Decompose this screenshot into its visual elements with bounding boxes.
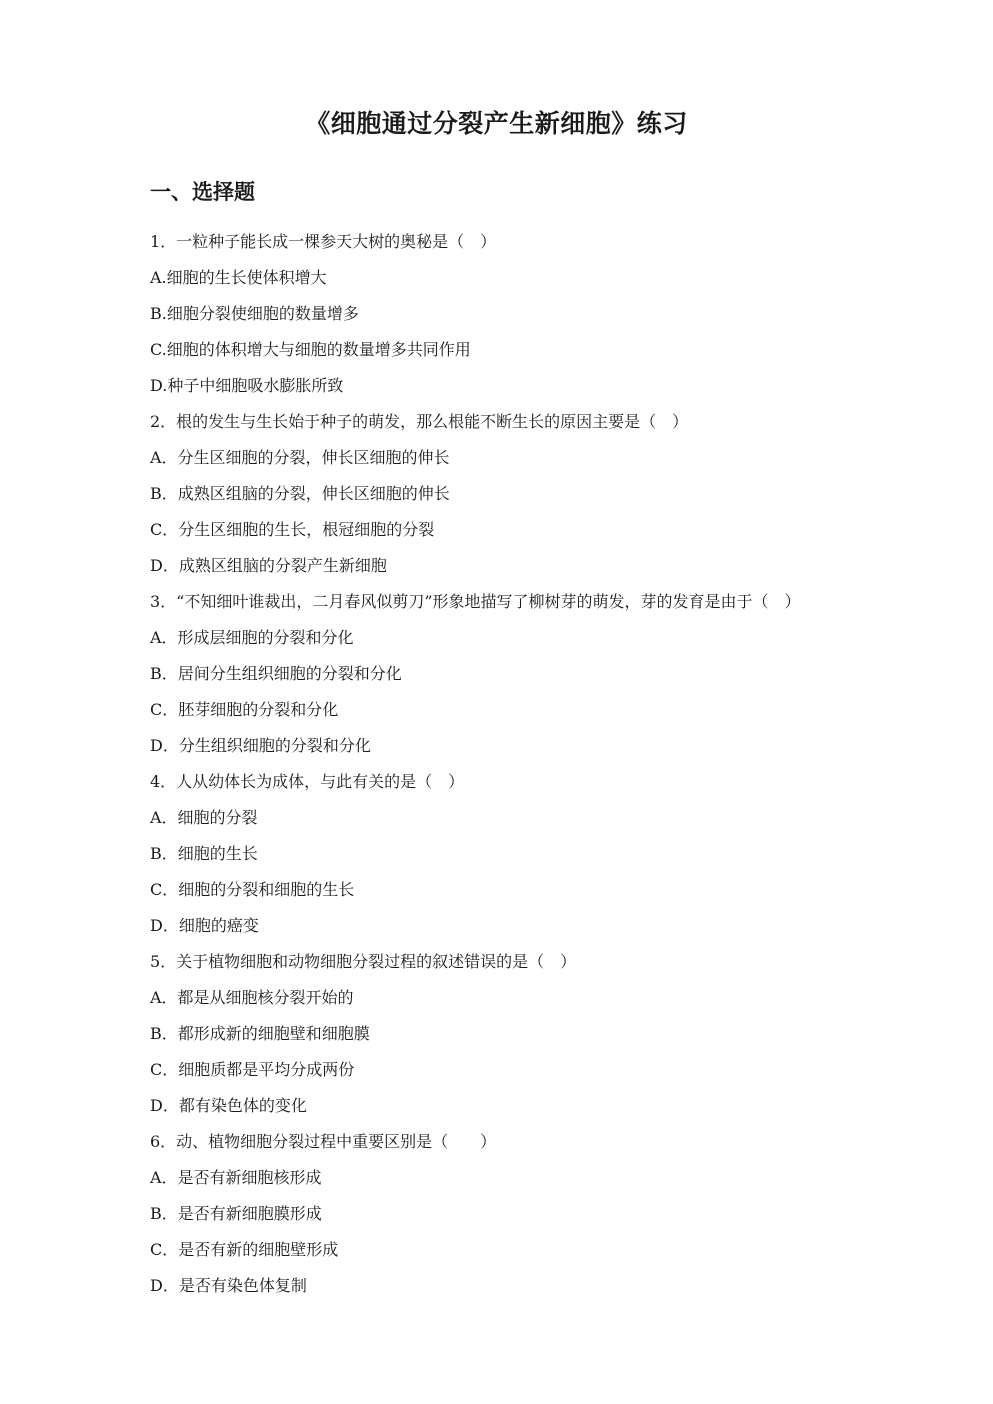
question-4-option-c: C．细胞的分裂和细胞的生长: [150, 880, 355, 899]
question-6-stem: 6．动、植物细胞分裂过程中重要区别是（ ）: [150, 1132, 497, 1151]
question-6-option-a: A．是否有新细胞核形成: [150, 1168, 322, 1187]
question-3-stem: 3．“不知细叶谁裁出，二月春风似剪刀”形象地描写了柳树芽的萌发，芽的发育是由于（ ）: [150, 592, 801, 611]
question-2-option-a: A．分生区细胞的分裂，伸长区细胞的伸长: [150, 448, 450, 467]
question-5-stem: 5．关于植物细胞和动物细胞分裂过程的叙述错误的是（ ）: [150, 952, 577, 971]
question-1-option-d: D.种子中细胞吸水膨胀所致: [150, 376, 344, 395]
question-1-stem: 1．一粒种子能长成一棵参天大树的奥秘是（ ）: [150, 232, 497, 251]
question-3-option-c: C．胚芽细胞的分裂和分化: [150, 700, 339, 719]
question-4-option-b: B．细胞的生长: [150, 844, 258, 863]
question-6-option-d: D．是否有染色体复制: [150, 1276, 307, 1295]
question-1-option-a: A.细胞的生长使体积增大: [150, 268, 327, 287]
question-5-option-a: A．都是从细胞核分裂开始的: [150, 988, 354, 1007]
question-6-option-b: B．是否有新细胞膜形成: [150, 1204, 322, 1223]
question-4-option-a: A．细胞的分裂: [150, 808, 258, 827]
question-3-option-a: A．形成层细胞的分裂和分化: [150, 628, 354, 647]
question-2-stem: 2．根的发生与生长始于种子的萌发，那么根能不断生长的原因主要是（ ）: [150, 412, 689, 431]
question-3-option-d: D．分生组织细胞的分裂和分化: [150, 736, 371, 755]
question-1-option-b: B.细胞分裂使细胞的数量增多: [150, 304, 359, 323]
question-2-option-d: D．成熟区组脑的分裂产生新细胞: [150, 556, 387, 575]
question-5-option-b: B．都形成新的细胞壁和细胞膜: [150, 1024, 370, 1043]
question-6-option-c: C．是否有新的细胞壁形成: [150, 1240, 339, 1259]
question-4-option-d: D．细胞的癌变: [150, 916, 259, 935]
question-list: [150, 228, 910, 1308]
question-1-option-c: C.细胞的体积增大与细胞的数量增多共同作用: [150, 340, 471, 359]
question-2-option-c: C．分生区细胞的生长，根冠细胞的分裂: [150, 520, 435, 539]
question-5-option-d: D．都有染色体的变化: [150, 1096, 307, 1115]
question-5-option-c: C．细胞质都是平均分成两份: [150, 1060, 355, 1079]
question-4-stem: 4．人从幼体长为成体，与此有关的是（ ）: [150, 772, 465, 791]
question-2-option-b: B．成熟区组脑的分裂，伸长区细胞的伸长: [150, 484, 450, 503]
question-3-option-b: B．居间分生组织细胞的分裂和分化: [150, 664, 402, 683]
section-heading: 一、选择题: [150, 179, 255, 204]
page-title: 《细胞通过分裂产生新细胞》练习: [305, 109, 688, 138]
